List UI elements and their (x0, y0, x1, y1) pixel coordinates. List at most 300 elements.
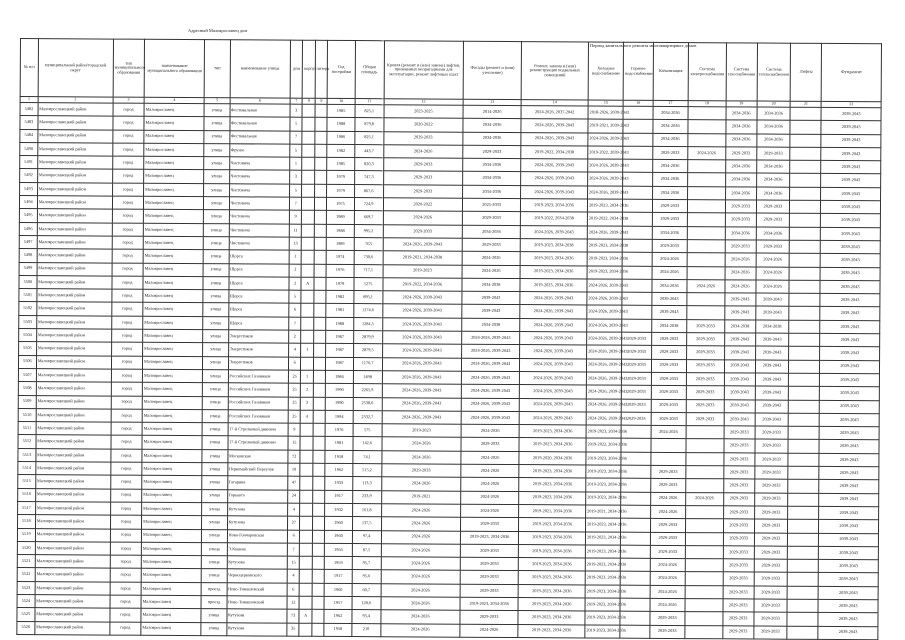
table-cell: 2039-2043 (820, 280, 880, 294)
table-cell: Малоярославецкий район (36, 342, 111, 356)
table-cell: 1988 (327, 118, 354, 131)
table-cell: 2024-2026 (381, 623, 460, 637)
table-cell: 2019-2023, 2034-2036 (519, 478, 586, 492)
table-cell: город (111, 422, 142, 435)
table-cell: 4 (289, 343, 302, 356)
table-cell: 2039-2043 (821, 187, 881, 201)
table-cell: город (110, 622, 141, 635)
table-cell (315, 118, 328, 131)
table-cell: 2039-2043 (651, 306, 687, 320)
table-cell: 2039-2043 (724, 333, 755, 346)
table-cell: 2039-2043 (819, 480, 879, 494)
table-cell: 2039-2043 (819, 493, 879, 507)
table-cell: Малоярославец (143, 276, 204, 290)
table-cell: Щорса (228, 303, 289, 317)
table-cell: 2029-2033 (754, 493, 787, 507)
table-cell (686, 426, 724, 440)
table-cell: 2019-2023, 2034-2036 (520, 278, 587, 292)
table-cell: 2039-2043 (724, 293, 755, 306)
table-cell: 2024-2026 (381, 610, 460, 624)
table-cell: 2029-2033 (725, 147, 756, 160)
table-cell: 2039-2043 (821, 200, 881, 214)
table-cell: 2024-2026, 2039-2043 (461, 358, 519, 372)
table-cell (314, 197, 327, 210)
table-cell: Малоярославец (143, 316, 204, 330)
table-cell: 1990 (326, 397, 353, 410)
table-cell: 2039-2043 (820, 333, 880, 347)
table-cell (313, 384, 326, 397)
table-cell (685, 545, 723, 559)
table-cell: 2024-2026, 2039-2043 (587, 319, 623, 333)
table-cell: 2029-2033 (756, 240, 789, 254)
table-cell: Малоярославец (142, 462, 203, 476)
table-cell: 95,7 (352, 557, 381, 570)
table-cell: 2024-2026, 2039-2043 (586, 385, 622, 399)
table-cell: 2019-2023, 2034-2038 (587, 239, 623, 253)
table-cell: Малоярославецкий район (38, 103, 113, 117)
table-cell: 5524 (17, 594, 35, 607)
table-cell: улица (204, 130, 229, 143)
table-cell (788, 386, 819, 399)
table-cell: 1958 (325, 450, 352, 463)
table-cell (788, 453, 819, 466)
table-cell: 25 (288, 397, 301, 410)
table-cell: 2034-2036 (757, 160, 790, 174)
table-cell (301, 330, 314, 343)
table-cell: 2039-2043 (820, 267, 880, 281)
table-cell: 443,7 (354, 144, 383, 157)
table-cell: 2019-2023, 2034-2036 (518, 611, 585, 625)
table-cell: 5511 (18, 422, 36, 435)
table-cell: улица (202, 436, 227, 449)
table-cell: 2019-2021 (381, 490, 460, 504)
table-cell: 2039-2043 (820, 400, 880, 414)
table-cell: 2024-2026, 2039-2043 (462, 331, 520, 345)
table-cell: Малоярославецкий район (35, 488, 110, 502)
table-cell: Малоярославецкий район (36, 369, 111, 383)
table-cell: 2019-2022, 2034-2038 (521, 212, 588, 226)
table-cell (789, 293, 820, 306)
table-cell: 717,1 (354, 264, 383, 277)
table-cell: 2029-2033 (724, 426, 755, 439)
table-cell: 10 (288, 463, 301, 476)
table-cell (314, 290, 327, 303)
table-cell: 2039-2043 (755, 386, 788, 400)
table-cell: Московская (227, 449, 288, 463)
table-cell: 2029-2033 (650, 545, 686, 559)
table-cell: Малоярославец (142, 436, 203, 450)
table-cell: Малоярославец (143, 196, 204, 210)
table-cell: 2029-2033 (652, 213, 688, 227)
table-cell: город (112, 156, 143, 169)
table-cell: 2024-2026, 2039-2043 (520, 385, 587, 399)
table-cell: 2538,6 (353, 397, 382, 410)
table-cell: Энергетиков (228, 343, 289, 357)
table-cell: Малоярославец (141, 555, 202, 569)
table-cell (314, 211, 327, 224)
table-cell: 2039-2043 (651, 293, 687, 307)
table-cell (315, 144, 328, 157)
table-cell (302, 157, 315, 170)
table-cell: 1976 (326, 264, 353, 277)
table-cell: улица (202, 449, 227, 462)
table-cell: 2024-2026, 2039-2043 (588, 133, 624, 147)
table-cell: 2029-2033 (650, 612, 686, 626)
table-cell: 5484 (20, 129, 38, 142)
table-cell: улица (202, 516, 227, 529)
table-cell: 5525 (17, 608, 35, 621)
table-cell (790, 107, 821, 120)
table-cell: 5499 (19, 262, 37, 275)
table-cell: 13 (289, 237, 302, 250)
table-cell: Кутузова (226, 609, 287, 623)
table-cell (300, 463, 313, 476)
table-cell: 2039-2043 (821, 254, 881, 268)
table-cell: 2024-2026 (381, 597, 460, 611)
table-cell: улица (204, 170, 229, 183)
table-cell: 2024-2026 (756, 253, 789, 267)
table-cell: улица (204, 183, 229, 196)
table-cell: 2024-2026, 2039-2043 (382, 411, 461, 425)
table-cell: 2034-2036 (653, 106, 689, 120)
table-cell: 2019-2023, 2034-2036 (521, 199, 588, 213)
table-cell: 575 (353, 424, 382, 437)
table-cell: 2034-2036 (652, 226, 688, 240)
table-cell: 2019-2023, 2034-2036 (460, 597, 518, 611)
column-number: 17 (653, 100, 688, 106)
column-number: 12 (384, 99, 463, 105)
table-cell: Ново-Тимашевский (227, 582, 288, 596)
table-cell: 763 (354, 238, 383, 251)
table-cell: Малоярославецкий район (35, 568, 110, 582)
table-cell (686, 452, 724, 466)
header-row (20, 39, 881, 102)
table-cell: 2024-2026, 2039-2043 (461, 384, 519, 398)
table-cell: Малоярославец (141, 569, 202, 583)
table-cell: 47 (288, 476, 301, 489)
table-cell: 2024-2026, 2039-2043 (521, 132, 588, 146)
table-cell: Малоярославец (142, 422, 203, 436)
table-cell: 2029-2033 (725, 200, 756, 213)
table-cell: 73 (287, 609, 300, 622)
table-cell: Малоярославецкий район (37, 209, 112, 223)
table-cell: 2019-2021, 2034-2036 (519, 504, 586, 518)
table-cell: 6 (288, 357, 301, 370)
table-cell: проезд (202, 582, 227, 595)
table-cell (301, 317, 314, 330)
table-cell (302, 144, 315, 157)
table-cell: 2024-2026 (381, 477, 460, 491)
table-cell (788, 519, 819, 532)
table-cell: Малоярославец (142, 396, 203, 410)
table-cell: 2024-2026, 2039-2043 (461, 398, 519, 412)
table-cell: город (112, 223, 143, 236)
table-cell (688, 160, 726, 174)
table-cell (300, 516, 313, 529)
table-cell: 2024-2026, 2039-2043 (461, 345, 519, 359)
table-cell: город (113, 130, 144, 143)
table-cell: 2024-2026 (688, 146, 726, 160)
table-cell: 2034-2036 (725, 160, 756, 173)
table-cell: 95,6 (352, 570, 381, 583)
table-cell: 1990 (326, 384, 353, 397)
table-cell: 97,4 (352, 530, 381, 543)
table-cell: 2029-2033 (460, 571, 518, 585)
table-cell: 2024-2026 (650, 598, 686, 612)
table-cell: город (112, 209, 143, 222)
table-cell (687, 306, 725, 320)
table-cell (790, 174, 821, 187)
table-cell: Малоярославец (143, 223, 204, 237)
table-cell (788, 426, 819, 439)
table-cell: Э.Кокина (227, 543, 288, 557)
table-cell: 2029-2033 (723, 599, 754, 612)
table-cell: Малоярославец (141, 609, 202, 623)
header-cell: Горячее водоснабжение (624, 42, 654, 100)
table-cell: 2039-2043 (724, 386, 755, 399)
table-cell: улица (204, 263, 229, 276)
table-cell: 2039-2043 (724, 413, 755, 426)
column-number: 9 (315, 98, 328, 104)
table-cell (789, 373, 820, 386)
table-cell: Первомайский Переулок (227, 463, 288, 477)
table-cell: 2039-2043 (820, 373, 880, 387)
table-cell: улица (204, 210, 229, 223)
table-cell: 1982 (326, 291, 353, 304)
table-cell: 995,2 (354, 224, 383, 237)
table-cell: 72 (288, 450, 301, 463)
table-cell: 3 (290, 171, 303, 184)
column-number: 2 (38, 97, 113, 103)
table-cell: 2039-2043 (820, 320, 880, 334)
table-cell: Российских Газовиков (228, 383, 289, 397)
table-cell: 25 (288, 383, 301, 396)
table-cell: 2019-2023, 2034-2036 (585, 585, 621, 599)
table-cell: 2034-2036 (725, 173, 756, 186)
table-cell (313, 423, 326, 436)
table-cell: 2024-2026 (381, 570, 460, 584)
table-cell: 2024-2026 (725, 266, 756, 279)
table-cell: город (110, 582, 141, 595)
table-cell (312, 623, 325, 636)
table-cell: 2024-2026, 2039-2043 (587, 305, 623, 319)
table-cell: 2034-2036 (652, 186, 688, 200)
column-number: 20 (757, 101, 790, 107)
table-cell (688, 120, 726, 134)
table-cell (790, 134, 821, 147)
table-cell: 5512 (18, 435, 36, 448)
table-cell: 2019-2022, 2034-2038 (521, 145, 588, 159)
header-cell: Лифты (790, 43, 822, 101)
table-cell: Чистовича (229, 184, 290, 198)
table-cell (686, 519, 724, 533)
table-cell: 113,3 (352, 477, 381, 490)
table-cell (687, 293, 725, 307)
table-cell: 2024-2026 (686, 492, 724, 506)
table-cell: 2029-2033 (686, 399, 724, 413)
table-cell: 5 (290, 144, 303, 157)
table-cell: 724,9 (354, 198, 383, 211)
table-cell: 210 (351, 623, 380, 636)
table-cell: 2879,5 (353, 344, 382, 357)
table-cell: 5505 (19, 342, 37, 355)
table-cell: город (110, 555, 141, 568)
table-cell: 820,3 (354, 158, 383, 171)
table-cell: 11 (289, 224, 302, 237)
table-cell: 2024-2026, 2037-2042 (521, 106, 588, 120)
table-cell: город (113, 103, 144, 116)
table-cell (688, 133, 726, 147)
table-cell: 2039-2043 (724, 306, 755, 319)
table-cell: Энергетиков (228, 356, 289, 370)
table-cell: Малоярославец (143, 263, 204, 277)
table-cell: 2019-2021, 2039-2043 (588, 119, 624, 133)
table-cell: 2024-2026, 2039-2043 (586, 412, 622, 426)
table-cell: улица (203, 370, 228, 383)
table-cell: 2029-2033 (755, 453, 788, 467)
table-cell: 2039-2043 (724, 346, 755, 359)
table-cell: Малоярославецкий район (38, 116, 113, 130)
table-cell: 5517 (18, 501, 36, 514)
table-cell: Малоярославец (142, 502, 203, 516)
table-cell: Малоярославецкий район (35, 528, 110, 542)
table-cell: Малоярославецкий район (36, 448, 111, 462)
table-cell: 2019-2023 (383, 264, 462, 278)
table-cell: 2039-2043 (819, 440, 879, 454)
table-cell (787, 559, 818, 572)
table-cell: Малоярославецкий район (35, 555, 110, 569)
table-cell: 2024-2026, 2039-2043 (588, 186, 624, 200)
table-cell: 2029-2033 (460, 544, 518, 558)
table-cell: 2024-2026 (756, 280, 789, 294)
table-cell: 2039-2043 (819, 533, 879, 547)
table-cell: 2024-2026 (461, 464, 519, 478)
table-cell: 2029-2033 (723, 585, 754, 598)
table-cell: 5509 (18, 395, 36, 408)
table-cell: Малоярославецкий район (36, 462, 111, 476)
table-cell: 2029-2033 (650, 465, 686, 479)
table-cell: 2039-2043 (821, 214, 881, 228)
table-cell: 2024-2026, 2039-2043 (520, 318, 587, 332)
table-cell: 5516 (18, 488, 36, 501)
table-cell: Щорса (229, 250, 290, 264)
table-cell: Малоярославецкий район (38, 129, 113, 143)
table-cell: 2019-2022, 2034-2038 (587, 212, 623, 226)
table-cell (686, 479, 724, 493)
table-cell: 1981 (325, 437, 352, 450)
table-cell: A (301, 277, 314, 290)
table-cell: 2039-2043 (820, 360, 880, 374)
table-cell (789, 240, 820, 253)
table-cell: улица (203, 290, 228, 303)
table-cell: 2029-2033 (723, 492, 754, 505)
table-cell: город (110, 608, 141, 621)
table-cell: 2024-2026, 2039-2043 (521, 185, 588, 199)
table-cell: город (111, 342, 142, 355)
table-cell: 3 (290, 104, 303, 117)
table-cell: 2024-2026 (650, 505, 686, 519)
table-cell: 2029-2033 (687, 359, 725, 373)
table-cell: Малоярославецкий район (37, 275, 112, 289)
table-cell: город (111, 382, 142, 395)
table-cell (685, 532, 723, 546)
table-cell (788, 480, 819, 493)
table-cell: 2029-2033 (651, 332, 687, 346)
table-cell: 2024-2026, 2039-2043 (382, 357, 461, 371)
table-cell: 1989 (327, 211, 354, 224)
table-cell: 1988 (326, 317, 353, 330)
table-cell: 24 (288, 490, 301, 503)
table-cell: 2029-2033 (723, 506, 754, 519)
table-cell (302, 104, 315, 117)
table-cell: 2019-2022, 2039-2043 (588, 146, 624, 160)
table-cell: 7 (290, 131, 303, 144)
table-cell: город (111, 462, 142, 475)
table-cell: Чистовича (229, 237, 290, 251)
table-cell: 1498 (353, 370, 382, 383)
table-cell: 2024-2026, 2039-2043 (520, 371, 587, 385)
table-cell: 2024-2026, 2039-2043 (383, 238, 462, 252)
table-cell: Малоярославецкий район (37, 262, 112, 276)
table-cell (312, 516, 325, 529)
table-cell (302, 211, 315, 224)
table-cell: 2039-2043 (821, 134, 881, 148)
table-cell (787, 612, 818, 625)
table-cell (313, 397, 326, 410)
table-cell: 1962 (324, 610, 351, 623)
table-cell: 2024-2026, 2039-2043 (521, 159, 588, 173)
table-cell: 1960 (325, 583, 352, 596)
table-cell: 1994 (326, 410, 353, 423)
table-cell (687, 200, 725, 214)
table-cell (314, 237, 327, 250)
table-cell (787, 573, 818, 586)
table-cell: 2029-2033 (652, 199, 688, 213)
table-cell: 2029-2033 (651, 359, 687, 373)
table-cell: 1284,5 (353, 317, 382, 330)
table-cell: 1274,6 (353, 304, 382, 317)
table-cell: 2024-2026 (382, 437, 461, 451)
table-cell: 2039-2043 (755, 333, 788, 347)
table-cell: 1 (301, 370, 314, 383)
table-cell: Малоярославец (142, 369, 203, 383)
table-cell: город (110, 489, 141, 502)
table-cell (314, 224, 327, 237)
table-cell: 2029-2033 (383, 158, 462, 172)
table-cell (312, 610, 325, 623)
table-cell: 2024-2026 (651, 425, 687, 439)
table-cell: 2024-2026 (462, 265, 520, 279)
table-cell: 2034-2036 (652, 173, 688, 187)
table-cell (313, 450, 326, 463)
table-cell: 2039-2043 (821, 107, 881, 121)
table-cell (301, 290, 314, 303)
table-cell: 2034-2036 (725, 187, 756, 200)
table-cell (315, 171, 328, 184)
table-cell: 2019-2023, 2034-2036 (585, 531, 621, 545)
table-cell: 5482 (20, 103, 38, 116)
table-cell: 7 (289, 197, 302, 210)
table-cell: 1987 (326, 344, 353, 357)
table-cell: 1 (290, 157, 303, 170)
table-cell: 2034-2036 (463, 132, 521, 146)
table-cell (685, 625, 723, 639)
table-cell (312, 570, 325, 583)
table-cell: Малоярославецкий район (37, 289, 112, 303)
table-cell: город (110, 595, 141, 608)
header-cell: наименование муниципального образования (144, 39, 205, 97)
table-cell: 2039-2043 (819, 453, 879, 467)
